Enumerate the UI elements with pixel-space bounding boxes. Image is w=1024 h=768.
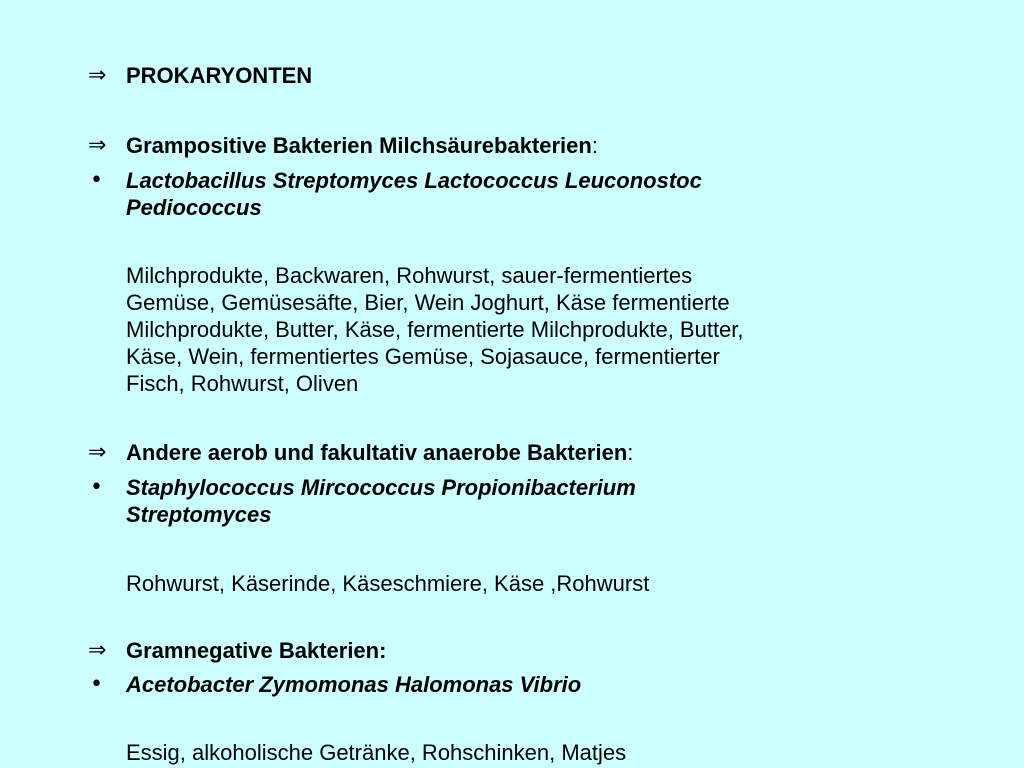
uses-line: Fisch, Rohwurst, Oliven [126, 371, 359, 396]
organism-list [126, 671, 966, 698]
organism-line-2: Streptomyces [126, 502, 272, 527]
heading-text: PROKARYONTEN [126, 63, 313, 88]
organism-line-1: Acetobacter Zymomonas Halomonas Vibrio [126, 672, 582, 697]
uses-line: Rohwurst, Käserinde, Käseschmiere, Käse ,Rohwurst [126, 571, 650, 596]
organism-line-2: Pediococcus [126, 195, 262, 220]
organism-line-1: Lactobacillus Streptomyces Lactococcus Leuconostoc [126, 168, 702, 193]
uses-line: Gemüse, Gemüsesäfte, Bier, Wein Joghurt, Käse fermentierte [126, 290, 730, 315]
uses-line: Käse, Wein, fermentiertes Gemüse, Sojasauce, fermentierter [126, 344, 720, 369]
uses-line: Milchprodukte, Backwaren, Rohwurst, sauer-fermentiertes [126, 263, 693, 288]
bullet-dot-icon: • [90, 475, 103, 500]
heading-text-wrap [126, 439, 966, 466]
uses-paragraph-gramnegative [126, 739, 956, 766]
implies-arrow-icon: ⇒ [88, 63, 107, 88]
implies-arrow-icon: ⇒ [88, 440, 107, 465]
uses-paragraph-andere-aerob [126, 570, 956, 597]
uses-line: Essig, alkoholische Getränke, Rohschinken, Matjes [126, 740, 627, 765]
uses-line: Milchprodukte, Butter, Käse, fermentierte Milchprodukte, Butter, [126, 317, 744, 342]
uses-paragraph-grampositive [126, 262, 956, 397]
bullet-dot-icon: • [90, 168, 103, 193]
organism-line-1: Staphylococcus Mircococcus Propionibacterium [126, 475, 636, 500]
implies-arrow-icon: ⇒ [88, 638, 107, 663]
heading-text: Grampositive Bakterien Milchsäurebakterien [126, 133, 592, 158]
heading-text: Andere aerob und fakultativ anaerobe Bakterien [126, 440, 628, 465]
heading-text-wrap [126, 132, 966, 159]
organism-list [126, 167, 966, 221]
organism-list [126, 474, 966, 528]
implies-arrow-icon: ⇒ [88, 133, 107, 158]
bullet-dot-icon: • [90, 672, 103, 697]
heading-suffix: : [591, 133, 598, 158]
heading-text: Gramnegative Bakterien: [126, 638, 387, 663]
heading-suffix: : [627, 440, 634, 465]
